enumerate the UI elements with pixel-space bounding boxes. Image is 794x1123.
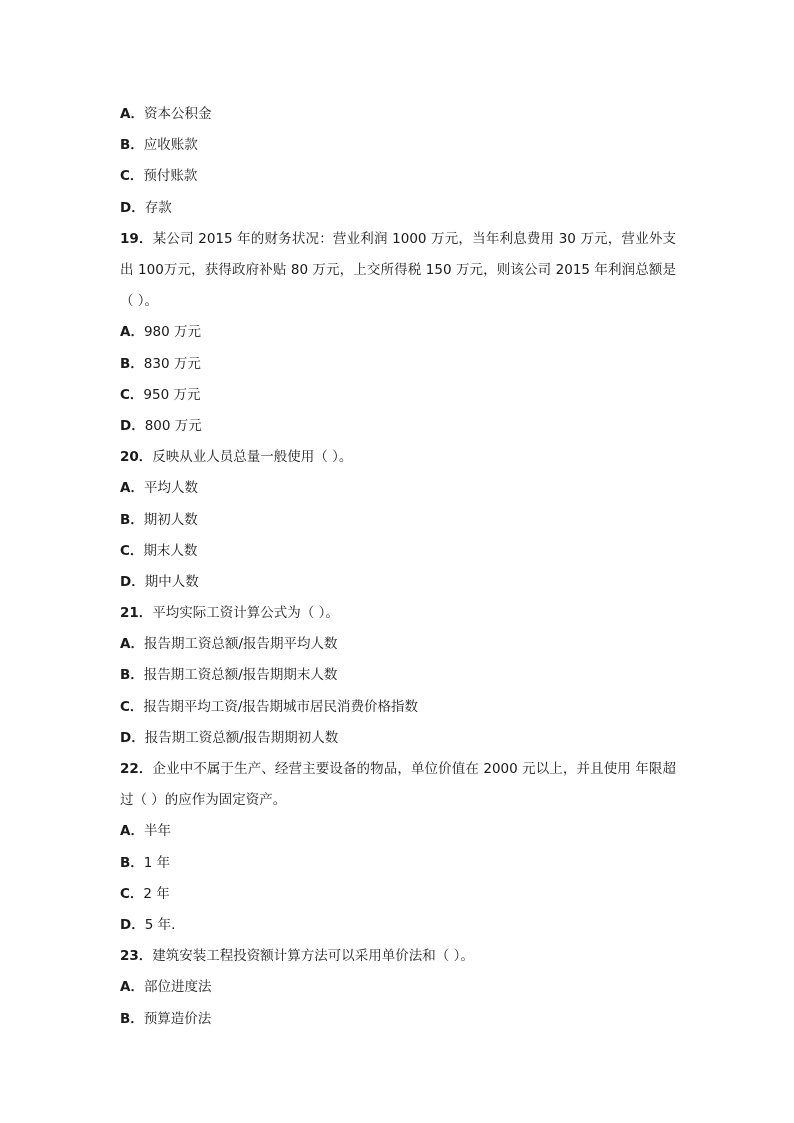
option-letter-dot: ． [131,729,145,746]
question-23 [120,941,676,972]
question-number: 22 [120,761,139,778]
option-c [120,161,676,192]
question-text: 反映从业人员总量一般使用（ ）。 [152,449,353,466]
option-letter-dot: ． [131,417,145,434]
option-text: 预付账款 [143,168,198,185]
option-letter: D [120,729,132,746]
option-text: 980 万元 [143,324,202,341]
option-d [120,411,676,442]
option-letter: C [120,542,130,559]
option-letter-dot: ． [129,542,144,559]
option-letter-dot: ． [129,168,144,185]
question-19 [120,224,676,318]
option-letter-dot: ． [130,511,144,528]
option-letter: B [120,1010,131,1027]
question-number-dot: ． [138,761,153,778]
option-c [120,879,676,910]
option-letter-dot: ． [130,979,144,996]
option-text: 期中人数 [144,573,199,590]
option-letter: A [120,106,131,122]
question-number: 21 [120,605,139,622]
option-letter-dot: ． [130,324,144,341]
option-text: 存款 [144,199,172,216]
option-b [120,1004,676,1035]
option-text: 资本公积金 [143,106,212,122]
option-letter-dot: ． [130,854,144,871]
option-letter: A [120,979,131,996]
option-b [120,505,676,536]
option-text: 1 年 [143,854,171,871]
option-text: 期初人数 [143,511,198,528]
option-letter-dot: ． [129,698,144,715]
question-21 [120,598,676,629]
option-letter-dot: ． [130,106,144,122]
option-text: 2 年 [143,885,170,902]
option-text: 报告期平均工资/报告期城市居民消费价格指数 [143,698,418,715]
question-number-dot: ． [138,449,153,466]
option-text: 800 万元 [144,417,202,434]
option-text: 报告期工资总额/报告期期末人数 [143,667,338,684]
option-c [120,536,676,567]
option-letter: C [120,168,130,185]
option-letter: D [120,417,132,434]
option-d [120,567,676,598]
option-letter: B [120,355,131,372]
option-text: 预算造价法 [143,1010,212,1027]
option-text: 半年 [143,823,171,840]
option-text: 950 万元 [143,386,201,403]
option-letter: D [120,916,132,933]
option-c [120,380,676,411]
option-letter-dot: ． [131,573,145,590]
option-d [120,910,676,941]
option-a [120,317,676,348]
option-letter-dot: ． [129,386,144,403]
option-letter-dot: ． [129,885,144,902]
option-letter-dot: ． [130,137,144,154]
option-letter: A [120,324,131,341]
option-letter: B [120,137,131,154]
option-a [120,972,676,1003]
option-a [120,99,676,130]
option-letter-dot: ． [131,916,145,933]
option-letter: D [120,573,132,590]
question-text: 建筑安装工程投资额计算方法可以采用单价法和（ ）。 [152,948,474,965]
option-letter: B [120,854,131,871]
option-b [120,848,676,879]
option-letter-dot: ． [131,199,145,216]
question-text: 平均实际工资计算公式为（ ）。 [152,605,339,622]
question-number: 19 [120,230,139,247]
option-letter-dot: ． [130,636,144,653]
option-letter-dot: ． [130,1010,144,1027]
option-letter: A [120,636,131,653]
question-text: 企业中不属于生产、经营主要设备的物品，单位价值在 2000 元以上，并且使用 年限超过（ ）的应作为固定资产。 [120,761,676,809]
option-letter: C [120,885,130,902]
option-text: 报告期工资总额/报告期期初人数 [144,729,339,746]
option-text: 部位进度法 [143,979,212,996]
option-a [120,629,676,660]
question-20 [120,442,676,473]
page-content [120,99,676,1035]
option-letter: D [120,199,132,216]
option-letter-dot: ． [130,823,144,840]
option-c [120,692,676,723]
option-d [120,193,676,224]
option-letter: B [120,511,131,528]
option-letter-dot: ． [130,355,144,372]
option-letter: B [120,667,131,684]
option-text: 期末人数 [143,542,198,559]
option-text: 5 年. [144,916,176,933]
option-text: 平均人数 [143,480,198,497]
option-a [120,473,676,504]
option-letter-dot: ． [130,480,144,497]
option-letter-dot: ． [130,667,144,684]
option-letter: A [120,480,131,497]
option-letter: C [120,386,130,403]
option-letter: A [120,823,131,840]
question-22 [120,754,676,816]
question-number-dot: ． [138,605,153,622]
option-b [120,349,676,380]
option-a [120,816,676,847]
option-letter: C [120,698,130,715]
question-number: 23 [120,948,139,965]
question-number-dot: ． [138,948,153,965]
option-text: 报告期工资总额/报告期平均人数 [143,636,338,653]
option-b [120,130,676,161]
option-text: 应收账款 [143,137,198,154]
question-text: 某公司 2015 年的财务状况：营业利润 1000 万元，当年利息费用 30 万元，营业外支出 100万元，获得政府补贴 80 万元，上交所得税 150 万元，则该公司 2015 年利润总额是（ ）。 [120,230,676,310]
option-d [120,723,676,754]
question-number-dot: ． [138,230,153,247]
option-text: 830 万元 [143,355,201,372]
question-number: 20 [120,449,139,466]
option-b [120,660,676,691]
